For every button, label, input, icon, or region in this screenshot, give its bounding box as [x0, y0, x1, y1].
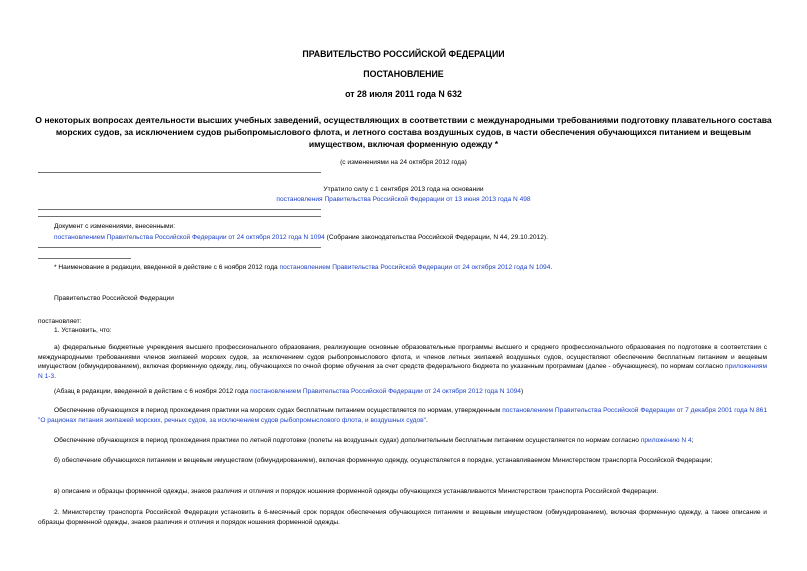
footnote-end: . [550, 264, 553, 271]
item-1-heading: 1. Установить, что: [54, 327, 112, 334]
paragraph-a-end: . [54, 372, 56, 380]
paragraph-a [38, 343, 767, 381]
government-name: ПРАВИТЕЛЬСТВО РОССИЙСКОЙ ФЕДЕРАЦИИ [302, 49, 505, 59]
document-date-number: от 28 июля 2011 года N 632 [345, 89, 462, 99]
paragraph-a-text: а) федеральные бюджетные учреждения высшего профессионального образования, реализующие основные образовательные программы высшего и среднего профессионального образования по подготовке в соответствии с международными требованиями членов экипажей морских судов, за исключением судов рыбопромыслового флота, и членов летных экипажей воздушных судов, осуществляют обеспечение бесплатным питанием и вещевым имуществом (обмундированием), включая форменную одежду, лиц, обучающихся по очной форме обучения за счет средств федерального бюджета по указанным программам (далее - обучающиеся), по нормам согласно [38, 344, 767, 371]
appendices-1-3-link[interactable]: приложениям N 1-3 [38, 363, 767, 380]
sea-practice-end: . [426, 416, 428, 424]
sea-practice-paragraph [38, 406, 767, 425]
amendments-link[interactable]: постановлением Правительства Российской Федерации от 24 октября 2012 года N 1094 [54, 234, 325, 241]
paragraph-v: в) описание и образцы форменной одежды, знаков различия и отличия и порядок ношения форменной одежды обучающихся устанавливаются Министерством транспорта Российской Федерации. [54, 488, 659, 495]
sea-practice-link[interactable]: постановлением Правительства Российской Федерации от 7 декабря 2001 года N 861 "О рационах питания экипажей морских, речных судов, за исключением судов рыбопромыслового флота, и воздушных судов" [38, 407, 767, 424]
paragraph-a-note-link[interactable]: постановлением Правительства Российской Федерации от 24 октября 2012 года N 1094 [250, 388, 521, 395]
amendments-source: (Собрание законодательства Российской Федерации, N 44, 29.10.2012). [324, 234, 548, 241]
flight-practice-text: Обеспечение обучающихся в период прохождения практики по летной подготовке (полеты на воздушных судах) дополнительным бесплатным питанием осуществляется по нормам согласно [54, 437, 641, 444]
changes-note: (с изменениями на 24 октября 2012 года) [340, 159, 467, 166]
divider [38, 247, 321, 248]
footnote [54, 263, 552, 272]
repeal-link[interactable]: постановления Правительства Российской Федерации от 13 июня 2013 года N 498 [276, 196, 531, 203]
footnote-divider [38, 258, 131, 259]
appendix-4-link[interactable]: приложению N 4 [640, 437, 692, 444]
flight-practice-paragraph [54, 436, 694, 445]
document-type: ПОСТАНОВЛЕНИЕ [363, 69, 444, 79]
paragraph-a-note [54, 387, 523, 396]
repeal-text: Утратило силу с 1 сентября 2013 года на основании [323, 186, 484, 193]
divider [38, 216, 321, 217]
footnote-text: * Наименование в редакции, введенной в действие с 6 ноября 2012 года [54, 264, 280, 271]
flight-practice-end: ; [691, 437, 694, 444]
amendments-line [54, 233, 548, 242]
resolves-label: постановляет: [38, 318, 82, 325]
amendments-intro: Документ с изменениями, внесенными: [54, 223, 176, 230]
document-title: О некоторых вопросах деятельности высших учебных заведений, осуществляющих в соответствии с международными требованиями подготовку плавательного состава морских судов, за исключением судов рыбопромыслового флота, и летного состава воздушных судов, в части обеспечения обучающихся питанием и вещевым имуществом, включая форменную одежду * [35, 115, 772, 149]
paragraph-a-note-text: (Абзац в редакции, введенной в действие с 6 ноября 2012 года [54, 388, 251, 395]
paragraph-a-note-end: ) [520, 388, 524, 395]
divider [38, 172, 321, 173]
divider [38, 209, 321, 210]
sea-practice-text: Обеспечение обучающихся в период прохождения практики на морских судах бесплатным питанием осуществляется по нормам, утвержденным [54, 407, 503, 414]
item-2-paragraph: 2. Министерству транспорта Российской Федерации установить в 6-месячный срок порядок обеспечения обучающихся питанием и вещевым имуществом (обмундированием), включая форменную одежду, а также описание и образцы форменной одежды, знаков различия и отличия и порядок ношения форменной одежды. [38, 509, 767, 526]
footnote-link[interactable]: постановлением Правительства Российской Федерации от 24 октября 2012 года N 1094 [279, 264, 551, 271]
paragraph-b: б) обеспечение обучающихся питанием и вещевым имуществом (обмундированием), включая форменную одежду, осуществляется в порядке, устанавливаемом Министерством транспорта Российской Федерации; [54, 457, 713, 464]
government-subject: Правительство Российской Федерации [54, 295, 174, 302]
